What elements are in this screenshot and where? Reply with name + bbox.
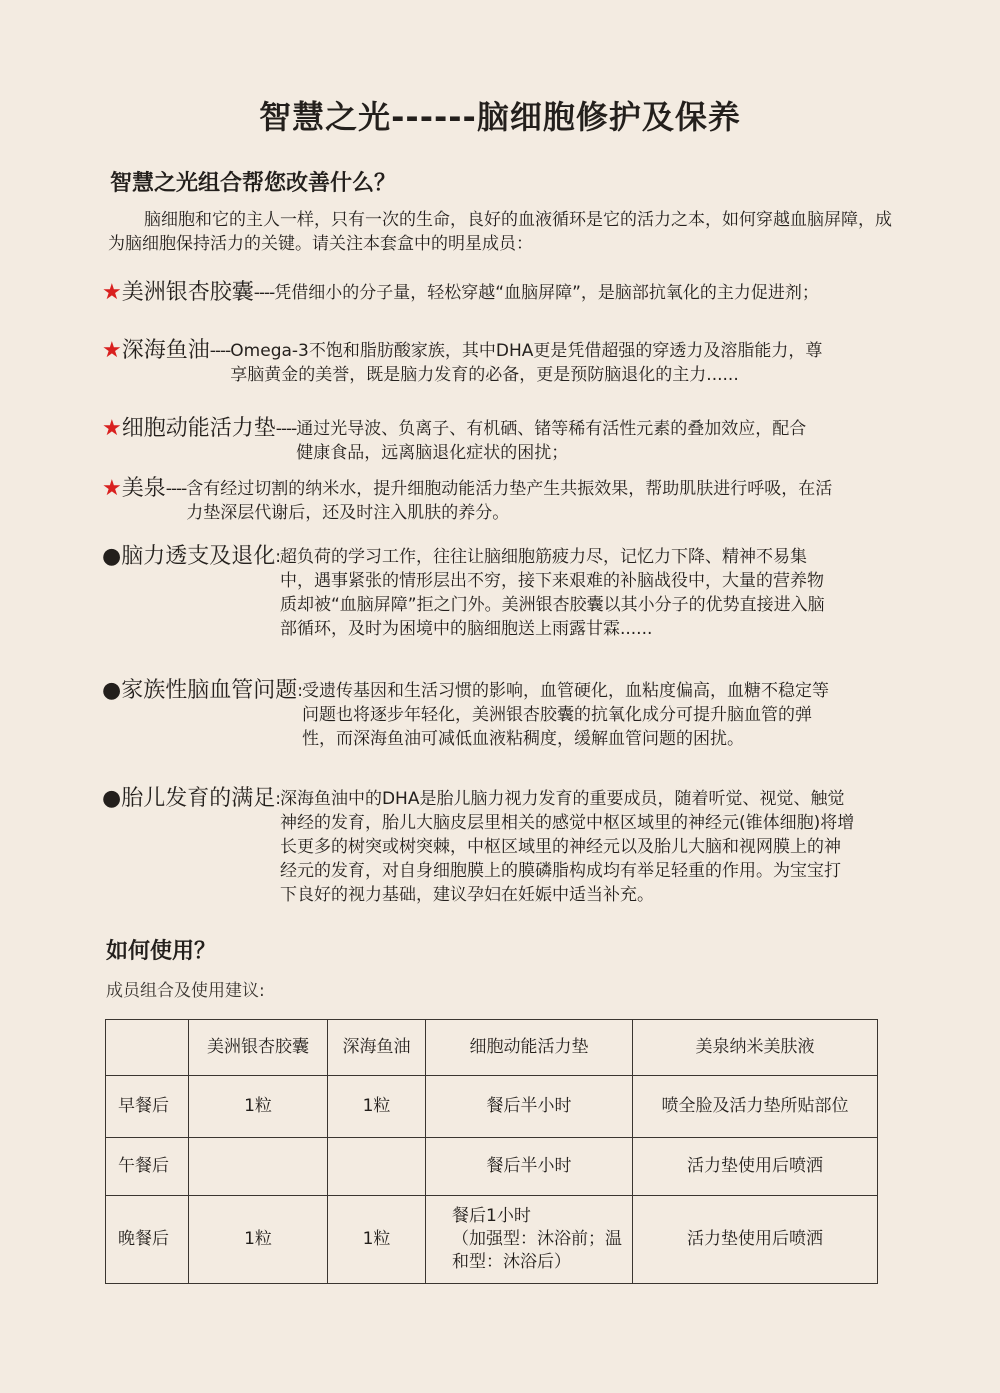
star-icon: ★	[102, 280, 122, 305]
product-meiquan	[102, 474, 902, 525]
separator: ----	[253, 283, 275, 303]
table-cell: 活力垫使用后喷洒	[633, 1196, 878, 1284]
table-cell: 1粒	[189, 1076, 328, 1138]
table-header-cell: 美洲银杏胶囊	[189, 1020, 328, 1076]
product-description: Omega-3不饱和脂肪酸家族，其中DHA更是凭借超强的穿透力及溶脂能力，尊享脑黄金的美誉，既是脑力发育的必备，更是预防脑退化的主力......	[230, 341, 823, 385]
bullet-icon: ●	[102, 678, 122, 703]
table-cell	[189, 1138, 328, 1196]
bullet-icon: ●	[102, 786, 122, 811]
issue-description: 深海鱼油中的DHA是胎儿脑力视力发育的重要成员，随着听觉、视觉、触觉神经的发育，胎儿大脑皮层里相关的感觉中枢区域里的神经元(锥体细胞)将增长更多的树突或树突棘，中枢区域里的神经元以及胎儿大脑和视网膜上的神经元的发育，对自身细胞膜上的膜磷脂构成均有举足轻重的作用。为宝宝打下良好的视力基础，建议孕妇在妊娠中适当补充。	[279, 789, 855, 905]
product-description: 凭借细小的分子量，轻松穿越“血脑屏障”，是脑部抗氧化的主力促进剂；	[274, 283, 819, 303]
star-icon: ★	[102, 338, 122, 363]
issue-name: 脑力透支及退化	[121, 544, 276, 569]
table-header-row	[106, 1020, 878, 1076]
page-title: 智慧之光------脑细胞修护及保养	[259, 98, 741, 136]
product-name: 细胞动能活力垫	[121, 416, 276, 441]
table-header-cell: 美泉纳米美肤液	[633, 1020, 878, 1076]
product-pad	[102, 414, 902, 465]
product-description: 含有经过切割的纳米水，提升细胞动能活力垫产生共振效果，帮助肌肤进行呼吸，在活力垫深层代谢后，还及时注入肌肤的养分。	[186, 479, 833, 523]
usage-note: 成员组合及使用建议:	[106, 981, 265, 1001]
table-cell	[328, 1138, 426, 1196]
table-row	[106, 1138, 878, 1196]
table-header-cell: 深海鱼油	[328, 1020, 426, 1076]
separator: :	[275, 789, 280, 809]
product-name: 美泉	[121, 476, 166, 501]
intro-paragraph: 脑细胞和它的主人一样，只有一次的生命，良好的血液循环是它的活力之本，如何穿越血脑屏障，成为脑细胞保持活力的关键。请关注本套盒中的明星成员：	[108, 210, 892, 254]
usage-table	[105, 1019, 878, 1284]
separator: :	[275, 547, 280, 567]
table-cell: 午餐后	[106, 1138, 189, 1196]
table-row	[106, 1076, 878, 1138]
product-name: 深海鱼油	[121, 338, 210, 363]
table-cell: 早餐后	[106, 1076, 189, 1138]
issue-fetal-development	[102, 784, 902, 907]
separator: ----	[209, 341, 231, 361]
section-heading: 智慧之光组合帮您改善什么？	[110, 171, 397, 196]
product-description: 通过光导波、负离子、有机硒、锗等稀有活性元素的叠加效应，配合健康食品，远离脑退化症状的困扰；	[296, 419, 807, 463]
table-cell: 1粒	[328, 1196, 426, 1284]
product-fish-oil	[102, 336, 902, 387]
table-cell: 喷全脸及活力垫所贴部位	[633, 1076, 878, 1138]
product-name: 美洲银杏胶囊	[121, 280, 254, 305]
table-cell: 餐后1小时 （加强型：沐浴前；温和型：沐浴后）	[426, 1196, 633, 1284]
table-header-cell	[106, 1020, 189, 1076]
separator: ----	[275, 419, 297, 439]
table-cell: 1粒	[328, 1076, 426, 1138]
separator: :	[297, 681, 302, 701]
usage-heading: 如何使用？	[106, 939, 217, 964]
issue-name: 家族性脑血管问题	[121, 678, 298, 703]
table-cell: 活力垫使用后喷洒	[633, 1138, 878, 1196]
issue-cerebrovascular	[102, 676, 902, 751]
table-cell: 1粒	[189, 1196, 328, 1284]
bullet-icon: ●	[102, 544, 122, 569]
table-cell: 晚餐后	[106, 1196, 189, 1284]
star-icon: ★	[102, 476, 122, 501]
table-row	[106, 1196, 878, 1284]
issue-brain-fatigue	[102, 542, 902, 641]
issue-description: 超负荷的学习工作，往往让脑细胞筋疲力尽，记忆力下降、精神不易集中，遇事紧张的情形层出不穷，接下来艰难的补脑战役中，大量的营养物质却被“血脑屏障”拒之门外。美洲银杏胶囊以其小分子的优势直接进入脑部循环，及时为困境中的脑细胞送上雨露甘霖......	[279, 547, 825, 639]
product-ginkgo	[102, 278, 902, 308]
table-cell: 餐后半小时	[426, 1138, 633, 1196]
separator: ----	[165, 479, 187, 499]
table-header-cell: 细胞动能活力垫	[426, 1020, 633, 1076]
issue-description: 受遗传基因和生活习惯的影响，血管硬化，血粘度偏高，血糖不稳定等问题也将逐步年轻化，美洲银杏胶囊的抗氧化成分可提升脑血管的弹性，而深海鱼油可减低血液粘稠度，缓解血管问题的困扰。	[301, 681, 829, 749]
table-cell: 餐后半小时	[426, 1076, 633, 1138]
star-icon: ★	[102, 416, 122, 441]
issue-name: 胎儿发育的满足	[121, 786, 276, 811]
